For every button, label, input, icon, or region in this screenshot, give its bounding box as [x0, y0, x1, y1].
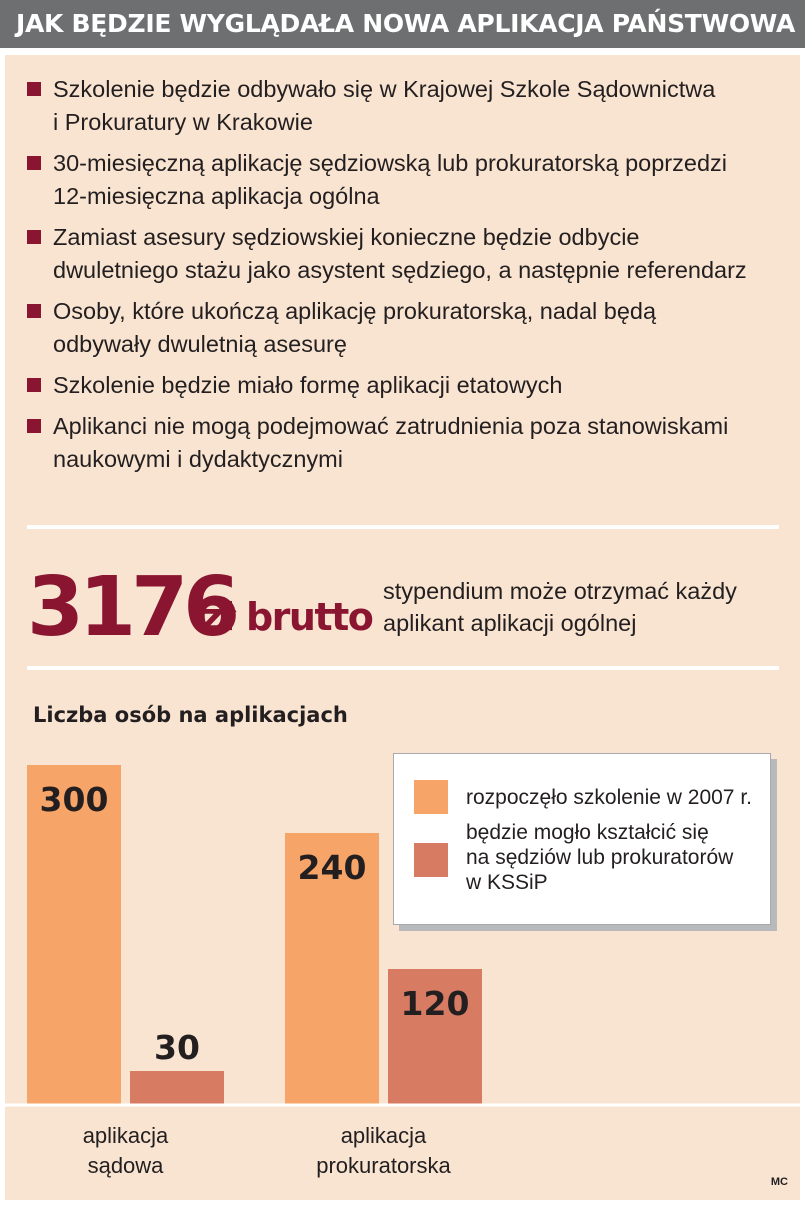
stipend-description-line: stypendium może otrzymać każdy	[383, 578, 737, 604]
legend-label-line: na sędziów lub prokuratorów	[466, 846, 734, 869]
bullet-line: Aplikanci nie mogą podejmować zatrudnienia poza stanowiskami	[53, 413, 729, 439]
legend-label-line: w KSSiP	[466, 871, 548, 894]
bullet-line: i Prokuratury w Krakowie	[53, 109, 313, 135]
stipend-description-line: aplikant aplikacji ogólnej	[383, 610, 637, 636]
bullet-line: 30-miesięczną aplikację sędziowską lub prokuratorską poprzedzi	[53, 150, 727, 176]
stipend-unit: zł brutto	[201, 595, 373, 639]
bar-kssip-0	[130, 1071, 224, 1105]
category-label: aplikacja	[340, 1123, 427, 1148]
infographic-title: JAK BĘDZIE WYGLĄDAŁA NOWA APLIKACJA PAŃSTWOWA	[0, 0, 805, 48]
bullet-line: dwuletniego stażu jako asystent sędziego, a następnie referendarz	[53, 257, 747, 283]
bullet-line: Osoby, które ukończą aplikację prokuratorską, nadal będą	[53, 298, 657, 324]
chart-title: Liczba osób na aplikacjach	[33, 703, 348, 727]
bullet-line: odbywały dwuletnią asesurę	[53, 331, 347, 357]
bullet-line: naukowymi i dydaktycznymi	[53, 446, 343, 472]
bar-chart	[5, 55, 800, 1200]
chart-legend	[393, 753, 771, 925]
legend-swatch-terracotta	[414, 843, 448, 877]
infographic-panel	[5, 55, 800, 1200]
bullet-line: Szkolenie będzie odbywało się w Krajowej Szkole Sądownictwa	[53, 76, 716, 102]
legend-label	[466, 820, 766, 895]
bar-value-label: 300	[39, 780, 109, 819]
bullet-line: 12-miesięczna aplikacja ogólna	[53, 183, 380, 209]
legend-swatch-orange	[414, 780, 448, 814]
stipend-amount: 3176	[27, 560, 236, 655]
category-label: prokuratorska	[316, 1153, 451, 1178]
legend-label-line: będzie mogło kształcić się	[466, 821, 709, 844]
bar-value-label: 30	[154, 1028, 200, 1067]
category-label: aplikacja	[82, 1123, 169, 1148]
bar-value-label: 240	[297, 848, 367, 887]
bullet-line: Szkolenie będzie miało formę aplikacji etatowych	[53, 372, 563, 398]
author-credit: MC	[770, 1176, 788, 1188]
bullet-line: Zamiast asesury sędziowskiej konieczne będzie odbycie	[53, 224, 640, 250]
category-label: sądowa	[87, 1153, 164, 1178]
bar-value-label: 120	[400, 984, 470, 1023]
legend-label	[466, 785, 766, 810]
legend-label-line: rozpoczęło szkolenie w 2007 r.	[466, 786, 752, 809]
